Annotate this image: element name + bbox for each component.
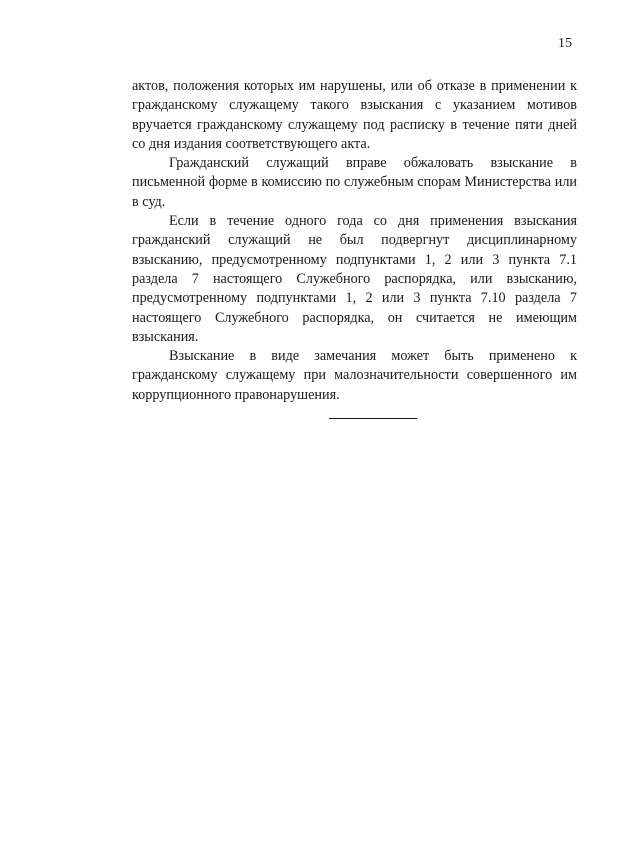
body-text [132, 77, 577, 405]
paragraph-expiry: Если в течение одного года со дня применения взыскания гражданский служащий не был подвергнут дисциплинарному взысканию, предусмотренному подпунктами 1, 2 или 3 пункта 7.1 раздела 7 настоящего Служебного распорядка, или взысканию, предусмотренному подпунктами 1, 2 или 3 пункта 7.10 раздела 7 настоящего Служебного распорядка, он считается не имеющим взыскания. [132, 213, 577, 345]
paragraph-continuation: актов, положения которых им нарушены, или об отказе в применении к гражданскому служащему такого взыскания с указанием мотивов вручается гражданскому служащему под расписку в течение пяти дней со дня издания соответствующего акта. [132, 78, 577, 152]
page-number: 15 [558, 36, 572, 51]
end-divider [329, 418, 417, 419]
paragraph-appeal: Гражданский служащий вправе обжаловать взыскание в письменной форме в комиссию по служебным спорам Министерства или в суд. [132, 155, 577, 210]
paragraph-reprimand: Взыскание в виде замечания может быть применено к гражданскому служащему при малозначительности совершенного им коррупционного правонарушения. [132, 348, 577, 403]
